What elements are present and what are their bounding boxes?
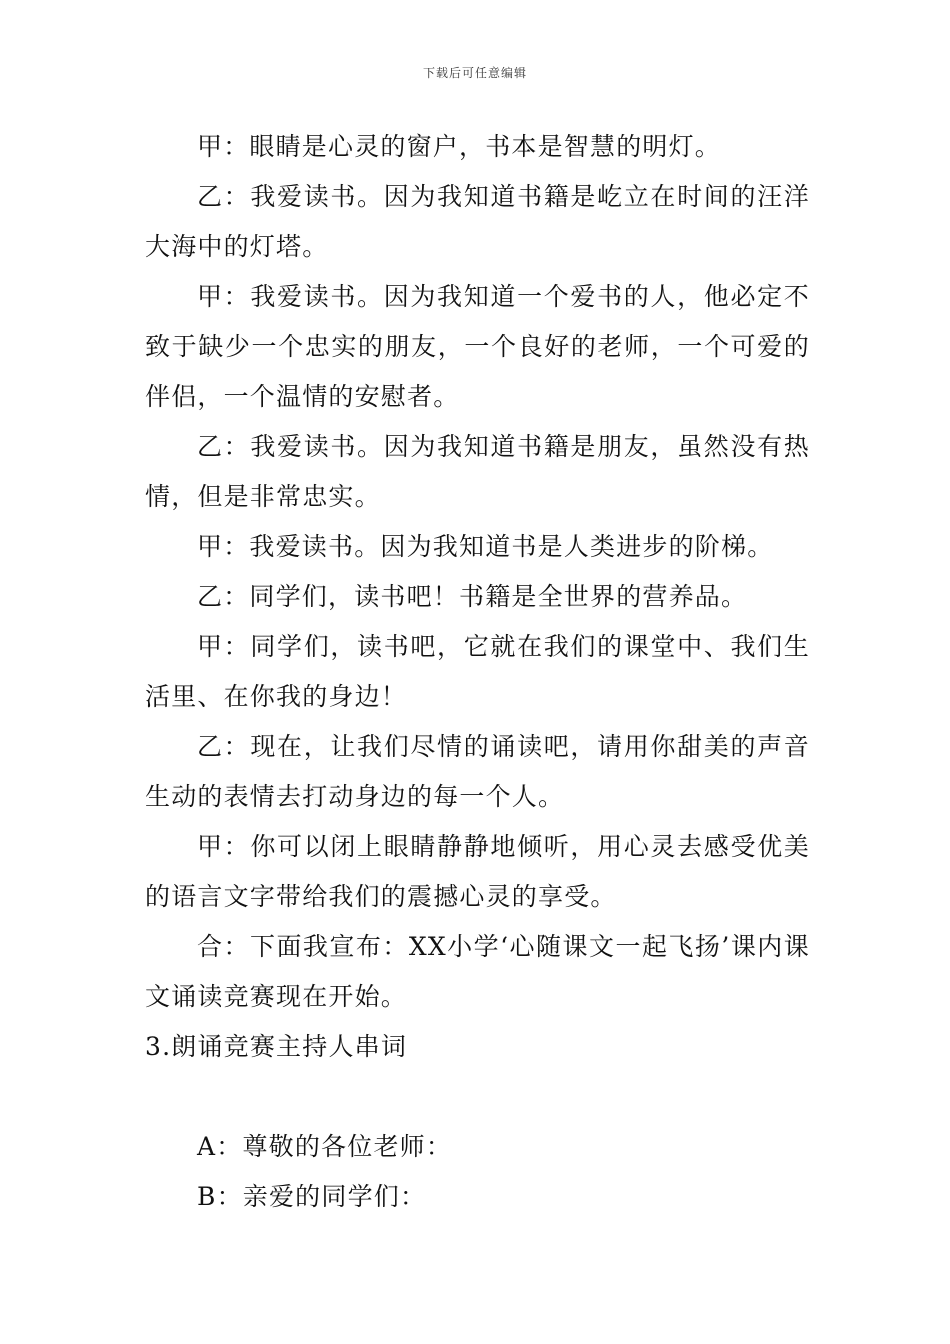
dialogue-paragraph: 甲：我爱读书。因为我知道书是人类进步的阶梯。 [197, 532, 774, 561]
blank-line [145, 1072, 810, 1122]
page-header-note: 下载后可任意编辑 [422, 66, 527, 80]
dialogue-paragraph: 乙：现在，让我们尽情的诵读吧，请用你甜美的声音生动的表情去打动身边的每一个人。 [145, 732, 810, 811]
section-heading: 3.朗诵竞赛主持人串词 [145, 1032, 408, 1061]
dialogue-paragraph: 乙：同学们，读书吧！书籍是全世界的营养品。 [197, 582, 748, 611]
dialogue-paragraph: 乙：我爱读书。因为我知道书籍是屹立在时间的汪洋大海中的灯塔。 [145, 182, 810, 261]
dialogue-paragraph: 甲：我爱读书。因为我知道一个爱书的人，他必定不致于缺少一个忠实的朋友，一个良好的老师，一个可爱的伴侣，一个温情的安慰者。 [145, 282, 810, 411]
dialogue-paragraph: 乙：我爱读书。因为我知道书籍是朋友，虽然没有热情，但是非常忠实。 [145, 432, 810, 511]
host-line: A：尊敬的各位老师： [197, 1132, 453, 1161]
dialogue-paragraph: 甲：眼睛是心灵的窗户，书本是智慧的明灯。 [197, 132, 722, 161]
dialogue-paragraph: 甲：同学们，读书吧，它就在我们的课堂中、我们生活里、在你我的身边！ [145, 632, 810, 711]
dialogue-paragraph: 合：下面我宣布：XX小学‘心随课文一起飞扬’课内课文诵读竞赛现在开始。 [145, 932, 810, 1011]
dialogue-paragraph: 甲：你可以闭上眼睛静静地倾听，用心灵去感受优美的语言文字带给我们的震撼心灵的享受。 [145, 832, 810, 911]
host-line: B：亲爱的同学们： [197, 1182, 427, 1211]
document-body [145, 122, 810, 1222]
